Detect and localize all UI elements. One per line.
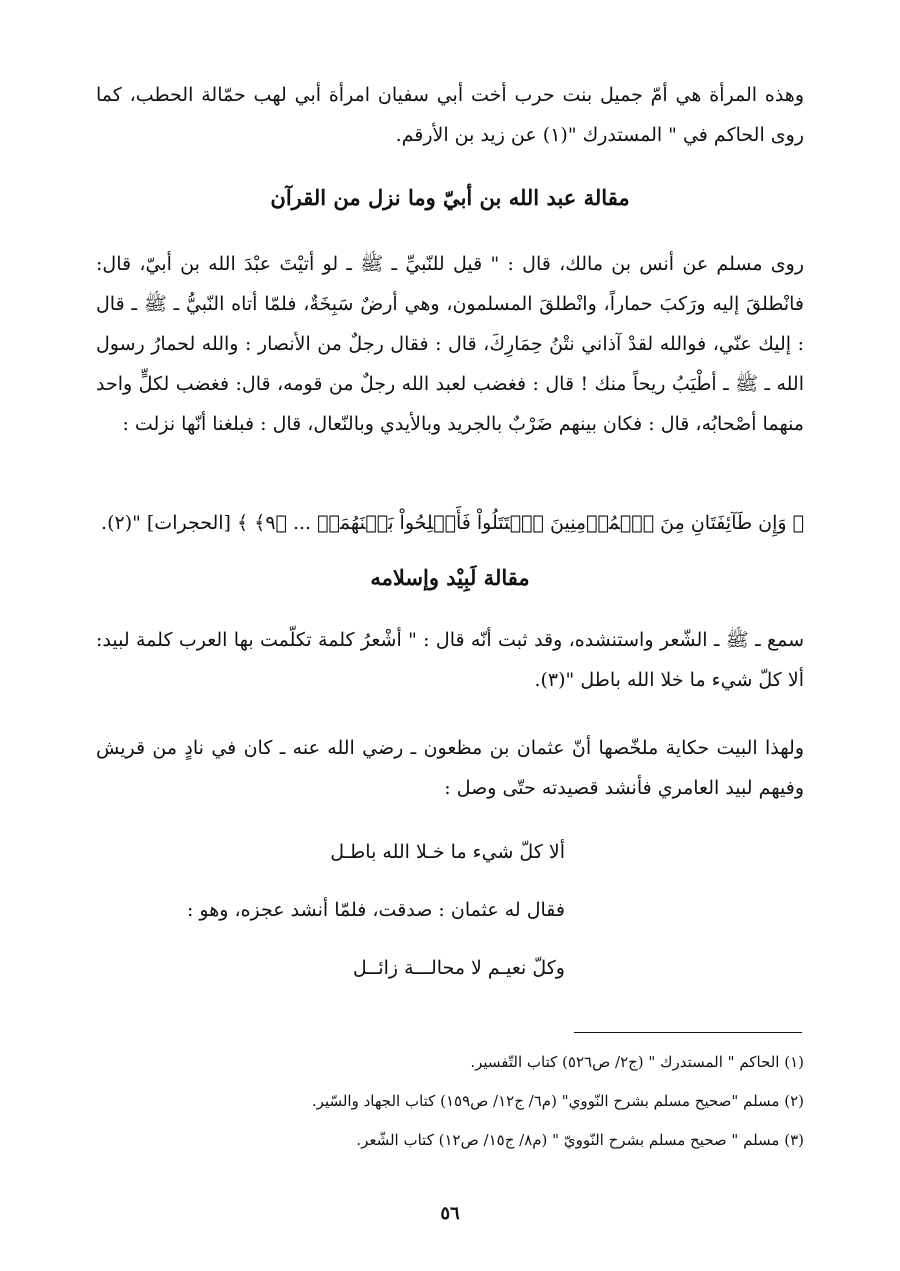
section-heading-labid: مقالة لَبِيْد وإسلامه (370, 565, 530, 590)
paragraph-poetry-hadith: سمع ـ ﷺ ـ الشّعر واستنشده، وقد ثبت أنّه قال : " أشْعرُ كلمة تكلّمت بها العرب كلمة لبيد: ألا كلّ شيء ما خلا الله باطل "(٣). (96, 629, 804, 691)
paragraph-umm-jamil: وهذه المرأة هي أمّ جميل بنت حرب أخت أبي سفيان امرأة أبي لهب حمّالة الحطب، كما روى الحاكم في " المستدرك "(١) عن زيد بن الأرقم. (96, 84, 804, 146)
quran-verse-hujurat: ﴿ وَإِن طَآئِفَتَانِ مِنَ ٱلۡمُؤۡمِنِينَ ٱقۡتَتَلُواْ فَأَصۡلِحُواْ بَيۡنَهُمَاۖ ... ﴿٩﴾ ﴾ [الحجرات] "(٢). (101, 512, 804, 534)
section-heading-abdullah-ibn-ubayy: مقالة عبد الله بن أبيّ وما نزل من القرآن (270, 185, 630, 210)
page-number: ٥٦ (440, 1203, 460, 1224)
footnote-separator (574, 1032, 802, 1033)
footnote-3: (٣) مسلم " صحيح مسلم بشرح النّوويّ " (م٨/ ج١٥/ ص١٢) كتاب الشّعر. (356, 1131, 804, 1149)
paragraph-uthman-story: ولهذا البيت حكاية ملخّصها أنّ عثمان بن مظعون ـ رضي الله عنه ـ كان في نادٍ من قريش وفيهم لبيد العامري فأنشد قصيدته حتّى وصل : (96, 737, 804, 799)
paragraph-anas-hadith: روى مسلم عن أنس بن مالك، قال : " قيل للنّبيِّ ـ ﷺ ـ لو أتيْتَ عبْدَ الله بن أبيّ، قال: فانْطلقَ إليه ورَكبَ حماراً، وانْطلقَ المسلمون، وهي أرضٌ سَبِخَةٌ، فلمّا أتاه النّبيُّ ـ ﷺ ـ قال : إليك عنّي، فوالله لقدْ آذاني نتْنُ حِمَارِكَ، قال : فقال رجلٌ من الأنصار : والله لحمارُ رسول الله ـ ﷺ ـ أطْيَبُ ريحاً منك ! قال : فغضب لعبد الله رجلٌ من قومه، قال: فغضب لكلٍّ واحد منهما أصْحابُه، قال : فكان بينهم ضَرْبٌ بالجريد وبالأيدي وبالنّعال، قال : فبلغنا أنّها نزلت : (96, 253, 804, 435)
footnote-2: (٢) مسلم "صحيح مسلم بشرح النّووي" (م٦/ ج١٢/ ص١٥٩) كتاب الجهاد والسّير. (311, 1092, 804, 1110)
footnote-1: (١) الحاكم " المستدرك " (ج٢/ ص٥٢٦) كتاب التّفسير. (470, 1053, 804, 1071)
poem-verse-second-hemistich: وكلّ نعيـم لا محالـــة زائــل (352, 957, 565, 979)
poem-verse-first-hemistich: ألا كلّ شيء ما خـلا الله باطـل (330, 841, 565, 863)
paragraph-uthman-reply: فقال له عثمان : صدقت، فلمّا أنشد عجزه، وهو : (186, 899, 565, 921)
